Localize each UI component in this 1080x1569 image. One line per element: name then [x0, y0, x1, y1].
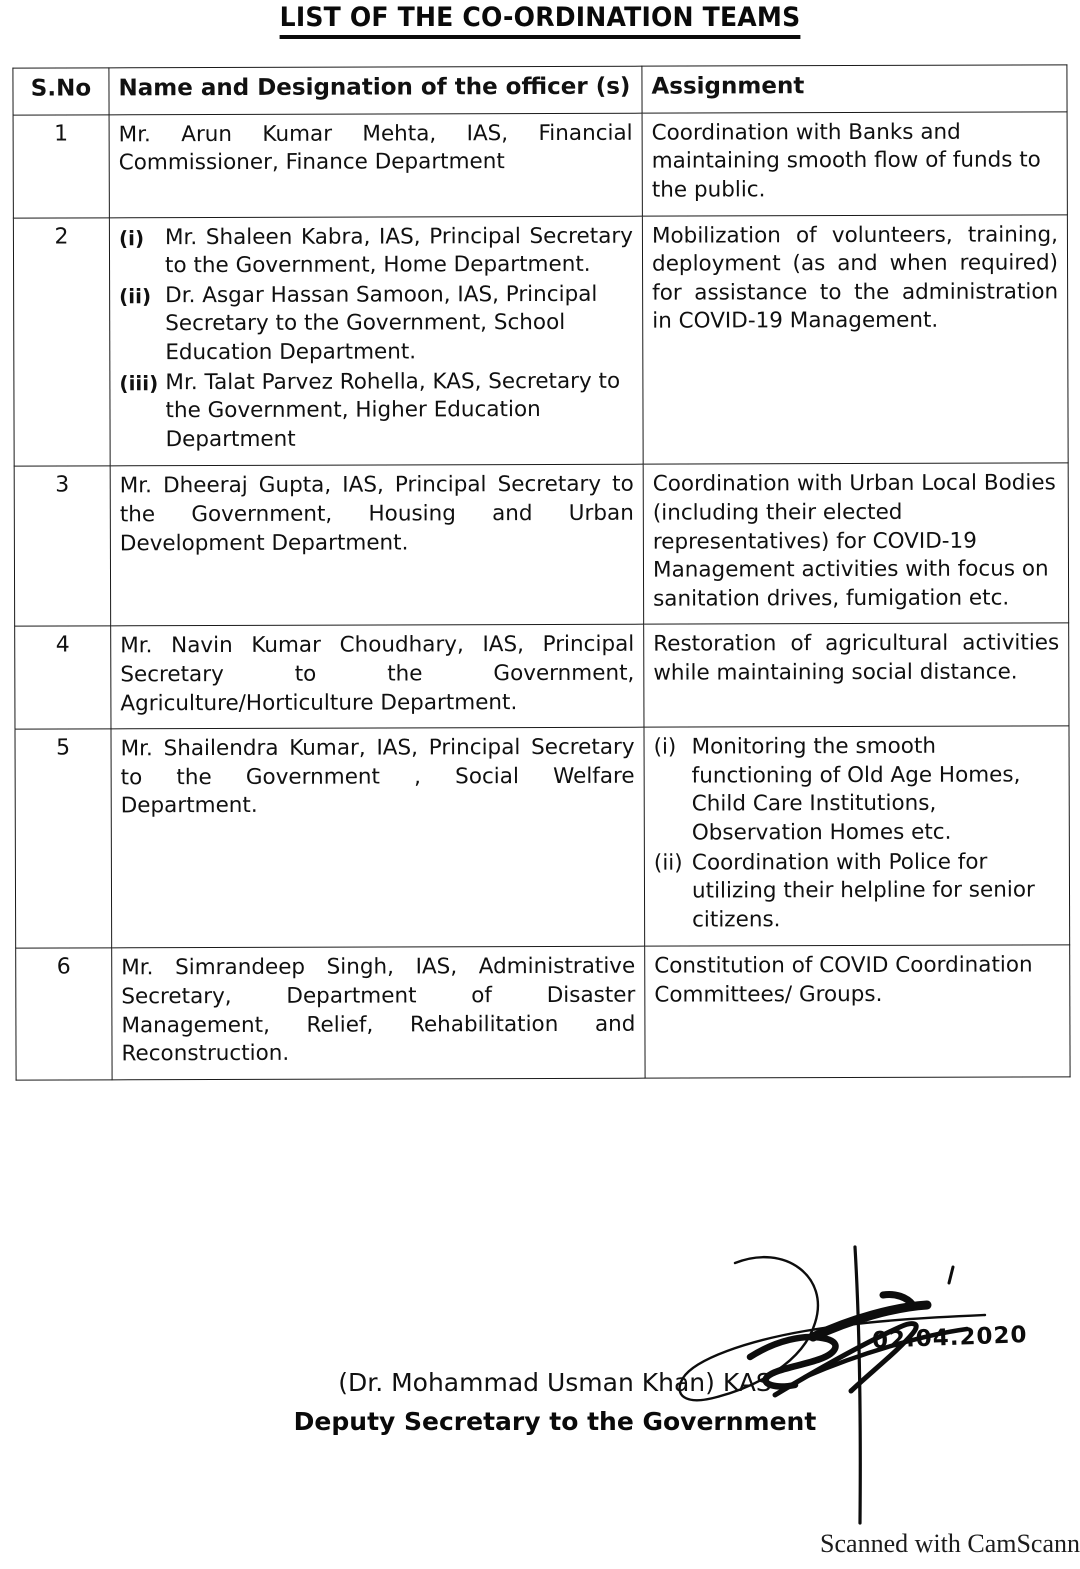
list-marker: (iii) — [119, 370, 159, 395]
row-officer — [111, 625, 644, 729]
row-officer — [110, 465, 643, 627]
list-item-text: Mr. Shaleen Kabra, IAS, Principal Secretary to the Government, Home Department. — [164, 223, 633, 279]
table-row — [13, 112, 1067, 218]
list-item-text: Dr. Asgar Hassan Samoon, IAS, Principal Secretary to the Government, School Education Department. — [165, 281, 598, 366]
list-marker: (ii) — [653, 850, 683, 876]
coordination-teams-table — [12, 64, 1070, 1080]
row-assignment — [644, 623, 1069, 727]
list-item — [119, 222, 633, 281]
officer-text: Mr. Shailendra Kumar, IAS, Principal Secretary to the Government , Social Welfare Department. — [120, 734, 635, 819]
row-sno: 5 — [15, 729, 112, 948]
row-assignment — [645, 945, 1070, 1078]
assignment-text: Restoration of agricultural activities while maintaining social distance. — [653, 630, 1060, 686]
assignment-text: Coordination with Banks and maintaining smooth flow of funds to the public. — [651, 119, 1041, 203]
signatory-name: (Dr. Mohammad Usman Khan) KAS — [338, 1368, 772, 1397]
column-header-assignment: Assignment — [642, 65, 1067, 113]
table-body — [13, 112, 1070, 1080]
table-row — [15, 726, 1070, 948]
list-item — [654, 848, 1060, 935]
signature-date: 02.04.2020 — [871, 1322, 1028, 1354]
row-sno: 6 — [16, 948, 112, 1080]
row-assignment — [642, 112, 1067, 216]
table-row — [14, 463, 1068, 626]
row-officer — [112, 947, 645, 1080]
officer-text: Mr. Navin Kumar Choudhary, IAS, Principal Secretary to the Government, Agriculture/Horticulture Department. — [120, 632, 635, 716]
page-title-text: LIST OF THE CO-ORDINATION TEAMS — [280, 2, 801, 39]
officer-text: Mr. Dheeraj Gupta, IAS, Principal Secretary to the Government, Housing and Urban Development Department. — [119, 472, 634, 556]
row-assignment — [643, 463, 1069, 624]
signatory-designation: Deputy Secretary to the Government — [293, 1407, 817, 1436]
row-assignment — [642, 215, 1068, 465]
column-header-sno: S.No — [13, 68, 109, 115]
officer-text: Mr. Simrandeep Singh, IAS, Administrative Secretary, Department of Disaster Management, Relief, Rehabilitation and Reconstruction. — [121, 954, 636, 1067]
row-officer — [109, 216, 643, 466]
camscanner-watermark: Scanned with CamScann — [820, 1529, 1080, 1558]
row-sno: 3 — [14, 466, 111, 626]
row-officer — [111, 727, 645, 948]
assignment-text: Constitution of COVID Coordination Committees/ Groups. — [654, 952, 1033, 1008]
assignment-list — [654, 733, 1061, 935]
table-row — [15, 623, 1069, 729]
table-row — [13, 215, 1068, 467]
assignment-text: Mobilization of volunteers, training, deployment (as and when required) for assistance to the administration in COVID-19 Management. — [651, 222, 1059, 335]
row-sno: 2 — [13, 218, 110, 467]
list-item — [119, 281, 633, 368]
signature-block — [0, 1368, 1080, 1436]
list-marker: (i) — [653, 734, 677, 760]
row-officer — [109, 113, 642, 217]
assignment-text: Coordination with Urban Local Bodies (including their elected representatives) for COVID-19 Management activities with focus on sanitation drives, fumigation etc. — [652, 470, 1056, 612]
list-item-text: Mr. Talat Parvez Rohella, KAS, Secretary to the Government, Higher Education Department — [165, 368, 621, 453]
row-sno: 1 — [13, 115, 109, 218]
row-sno: 4 — [15, 626, 111, 729]
list-item — [119, 367, 633, 454]
column-header-name-designation: Name and Designation of the officer (s) — [109, 66, 642, 115]
officer-list — [119, 222, 634, 454]
list-item — [654, 733, 1060, 849]
list-marker: (i) — [118, 225, 145, 250]
officer-text: Mr. Arun Kumar Mehta, IAS, Financial Commissioner, Finance Department — [118, 120, 633, 176]
list-marker: (ii) — [119, 284, 152, 309]
list-item-text: Monitoring the smooth functioning of Old Age Homes, Child Care Institutions, Observation Homes etc. — [691, 733, 1021, 846]
row-assignment — [644, 726, 1070, 946]
table-header-row — [13, 65, 1067, 115]
page-title — [38, 2, 1042, 39]
table-header — [13, 65, 1067, 115]
list-item-text: Coordination with Police for utilizing their helpline for senior citizens. — [691, 849, 1035, 933]
table-row — [16, 945, 1070, 1080]
